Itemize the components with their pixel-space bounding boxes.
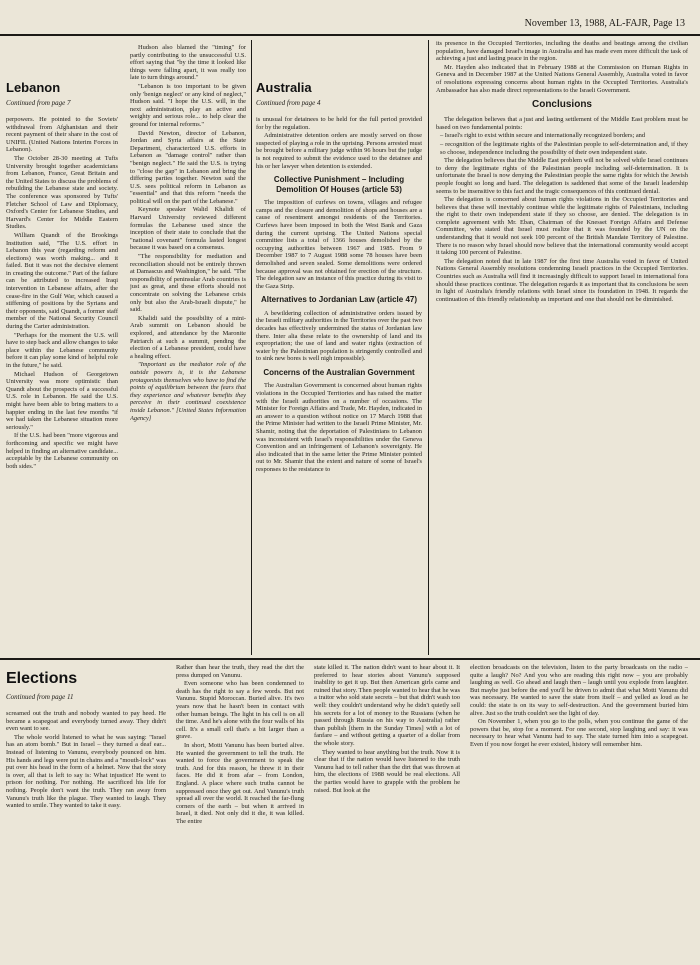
paragraph: "Important as the mediator role of the outside powers is, it is the Lebanese protagonists themselves who have to find the points of equilibrium between the fears that they experience and whatever benefits they perceive in their continued coexistence inside Lebanon." [United States Information Agency] [130,361,246,422]
paragraph: The whole world listened to what he was saying: "Israel has an atom bomb." But in Israel – they turned a deaf ear... Instead of listening to Vanunu, everybody pounced on him. His hands and legs were put in chains and a "mouth-lock" was put over his head in the form of a helmet. Now that the story is over, all that is left to say is: What injustice! He went to prison for nothing. For nothing. He sacrificed his life for nothing. People don't want the truth. They ran away from Vanunu's truth like the plague. They wanted to laugh. They wanted to smile. They wanted to take it easy. [6,733,166,810]
paragraph: The imposition of curfews on towns, villages and refugee camps and the closure and demolition of shops and houses are a cause of resentment amongst residents of the Territories. Curfews have been imposed in both the West Bank and Gaza during the current uprising. The United Nations special committee lists a total of 1366 houses demolished by the occupying authorities between 1967 and 1985. From 9 December 1987 to 7 August 1988 some 78 houses have been demolished and seven sealed. Some demolitions were ordered because approval was not obtained for erection of the structure. The delegation saw an instance of this practice during its visit to the Gaza Strip. [256,199,422,290]
subheading: Collective Punishment – Including Demolition Of Houses (article 53) [273,175,405,194]
paragraph: "The responsibility for mediation and reconciliation should not be entirely thrown at Damascus and Washington," he said. "The responsibility of peninsular Arab countries is just as great, and these efforts should not concentrate on solving the Lebanese crisis only but also the Arab-Israeli dispute," he said. [130,253,246,314]
paragraph: perpowers. He pointed to the Soviets' withdrawal from Afghanistan and their recent payment of their share in the cost of UNIFIL (United Nations Interim Forces in Lebanon). [6,116,118,154]
subheading: Alternatives to Jordanian Law (article 47) [260,295,418,305]
column-rule [251,40,252,655]
paragraph: The Australian Government is concerned about human rights violations in the Occupied Territories and has raised the matter with the Israeli authorities on a number of occasions. The Minister for Foreign Affairs and Trade, Mr. Hayden, indicated in an answer to a question without notice on 17 March 1988 that the Prime Minister had written to the Israeli Prime Minister, Mr. Shamir, noting that the deportation of Palestinians to Lebanon was inconsistent with Israel's responsibilities under the Geneva Convention and an infringement of Lebanon's sovereignty. He also indicated that in the same letter the Prime Minister pointed out to Mr. Shamir that the extent and nature of some of Israel's responses to the resistance to [256,382,422,473]
paragraph: The delegation noted that in late 1987 for the first time Australia voted in favor of United Nations General Assembly resolutions condemning Israeli practices in the Occupied Territories. Countries such as Australia will find it increasingly difficult to support Israel in international fora should these practices continue. The delegation regards it as important that its conclusions be seen in light of Australia's friendly relations with Israel since its foundation in 1948. It regards the continuation of this friendly relationship as important and one that should not be diminished. [436,257,688,303]
elections-column-4 [470,664,688,960]
conclusions-heading: Conclusions [531,99,592,111]
paragraph: "Perhaps for the moment the U.S. will have to step back and allow changes to take place within the Lebanese community before it can play some kind of helpful role in the future," he said. [6,331,118,369]
paragraph: state killed it. The nation didn't want to hear about it. It preferred to hear stories about Vanunu's supposed inability to get it up. But then American girls came and ruined that story. Then people wanted to hear that he was a traitor who sold state secrets – but that didn't wash too well: they couldn't understand why he didn't quietly sell his secrets for a lot of money to the Russians (when he passed through Russia on his way to Australia) rather than publish [them in the Sunday Times] with a lot of fanfare – and without getting a quarter of a dollar from the whole story. [314,664,460,747]
paragraph: its presence in the Occupied Territories, including the deaths and beatings among the civilian population, have damaged Israel's image in Australia and has made even more difficult the task of achieving a just and lasting peace in the region. [436,40,688,63]
lebanon-headline: Lebanon [6,80,61,95]
paragraph: election broadcasts on the television, listen to the party broadcasts on the radio – quite a laugh? No? And you who are reading this right now – you are probably laughing as well. Go ahead and laugh then – laugh until you explode from laughter. But maybe just before the end you'll be driven to admit that what Motti Vanunu did was necessary. He wanted to save the state from itself – and yelled as loud as he could: the state is on its way to self-destruction. And the government buried him alive. Just so the truth couldn't see the light of day. [470,664,688,717]
section-rule [0,658,700,660]
australia-column-2 [436,40,688,656]
elections-column-3 [314,664,460,960]
australia-continued: Continued from page 4 [256,99,321,107]
elections-column-2 [176,664,304,960]
paragraph: Mr. Hayden also indicated that in February 1988 at the Commission on Human Rights in Geneva and in December 1987 at the United Nations General Assembly, Australia voted in favor of resolutions expressing concerns about human rights in the Occupied Territories. Australia's Ambassador has also made direct representations to the Israeli Government. [436,63,688,94]
paragraph: If the U.S. had been "more vigorous and forthcoming and specific we might have helped in finding an alternative candidate... acceptable by the Lebanese community on both sides." [6,432,118,470]
paragraph: Keynote speaker Walid Khalidi of Harvard University reviewed different formulas the Lebanese used since the inception of their state to conclude that the "national covenant" formula lasted longest because it was based on a consensus. [130,206,246,252]
paragraph: On November 1, when you go to the polls, when you continue the game of the powers that be, stop for a moment. For one second, stop laughing and say: it was necessary to hear what Vanunu had to say. The state turned him into a scapegoat. Even if you now forget he ever existed, history will remember him. [470,718,688,748]
paragraph: They wanted to hear anything but the truth. Now it is clear that if the nation would have listened to the truth Vanunu had to tell rather than the dirt that was thrown at him, the elections of 1988 would be real elections. All the parties would have to grapple with the problem he raised. But look at the [314,748,460,794]
list-item: – recognition of the legitimate rights of the Palestinian people to self-determination and, if they so choose, independence including the possibility of their own independent state. [440,140,688,156]
elections-continued: Continued from page 11 [6,693,74,701]
paragraph: Khalidi said the possibility of a mini-Arab summit on Lebanon should be explored, and attendance by the Maronite Patriarch at such a summit, pending the election of a Lebanese president, could have a healing effect. [130,314,246,360]
list-item: – Israel's right to exist within secure and internationally recognized borders; and [440,132,646,140]
paragraph: A bewildering collection of administrative orders issued by the Israeli military authorities in the Territories over the past two decades has effectively undermined the status of Jordanian law there. Inter alia these relate to the ownership of land and its expropriation; the use of land and water rights (extraction of water by the Palestinian population is stringently controlled and to sink new bores is well nigh impossible). [256,309,422,363]
paragraph: The delegation believes that a just and lasting settlement of the Middle East problem must be based on two fundamental points: [436,116,688,131]
paragraph: David Newton, director of Lebanon, Jordan and Syria affairs at the State Department, characterized U.S. efforts in Lebanon as "damage control" rather than "benign neglect." He said the U.S. is trying to "close the gap" in Lebanon and bring the differing parties together. Newton said the U.S. sees political reform in Lebanon as "essential" and that this reform "needs the political will on the part of the Lebanese." [130,129,246,205]
subheading: Concerns of the Australian Government [263,367,415,377]
paragraph: Michael Hudson of Georgetown University was more optimistic than Quandt about the prospects of a successful U.S. role in Lebanon. He said the U.S. might have been able to bring matters to a happier ending in the last few months "if we had taken the Lebanese situation more seriously." [6,370,118,431]
page-header: November 13, 1988, AL-FAJR, Page 13 [524,18,685,29]
header-rule [0,34,700,36]
paragraph: Rather than hear the truth, they read the dirt the press dumped on Vanunu. [176,664,304,679]
elections-column-1 [6,710,166,960]
paragraph: screamed out the truth and nobody wanted to pay heed. He became a scapegoat and everybody turned away. They didn't even want to see. [6,710,166,733]
australia-column-1 [256,116,422,656]
paragraph: The delegation believes that the Middle East problem will not be solved while Israel continues to deny the legitimate rights of the Palestinian people including self-determination. It is unfortunate the Israel is now denying the Palestinian people the same rights for which the Jewish people fought so long and hard. The delegation is saddened that some of the Israeli leadership seems to be insensitive to this fact and the tragic consequences of this continued denial. [436,157,688,195]
paragraph: Hudson also blamed the "timing" for partly contributing to the unsuccessful U.S. effort saying that "by the time it looked like things were falling apart, it was really too late to turn things around." [130,44,246,82]
paragraph: The October 28-30 meeting at Tufts University brought together academicians from Lebanon, France, Great Britain and the United States to discuss the problems of rebuilding the Lebanese state and society. The conference was sponsored by Tufts' Fletcher School of Law and Diplomacy, Oxford's Center for Lebanese Studies, and Harvard's Center for Middle Eastern Studies. [6,154,118,231]
paragraph: is unusual for detainees to be held for the full period provided for by the regulation. [256,116,422,131]
elections-headline: Elections [6,670,78,687]
paragraph: Administrative detention orders are mostly served on those suspected of playing a role in the uprising. Persons arrested must be brought before a military judge within 96 hours but the judge is not required to submit the evidence used to the detainee and his or her lawyer when detention is extended. [256,132,422,170]
paragraph: "Lebanon is too important to be given only 'benign neglect' or any kind of neglect," Hudson said. "I hope the U.S. will, in the next administration, play an active and weighty and serious role... to help clear the ground for internal reforms." [130,82,246,128]
lebanon-column-2 [130,44,246,652]
paragraph: William Quandt of the Brookings Institution said, "The U.S. effort in Lebanon this year (regarding reform and elections) was worth making... and it failed. But it was not the decisive element in creating the outcome." Part of the failure can be attributed to increased Iraqi intervention in Lebanese affairs, after the cease-fire in the Gulf War, which caused a stiffening of positions by the Syrians and their opponents, said Quandt, a former staff member of the National Security Council during the Carter administration. [6,231,118,331]
paragraph: The delegation is concerned about human rights violations in the Occupied Territories and believes that these will inevitably continue while the legitimate rights of Palestinians, including the right to their own independent state if they so choose, are denied. The delegation is in complete agreement with Mr. Eban, Chairman of the Knesset Foreign Affairs and Defense Committee, who stated that Israel must realize that it was founded by the UN on the understanding that it would not seek 100 percent of the British Mandate Territory of Palestine. There is no reason why Israel should now believe that the international community would accept it taking 100 percent of Palestine. [436,196,688,257]
lebanon-continued: Continued from page 7 [6,99,71,107]
australia-headline: Australia [256,80,312,95]
lebanon-column-1 [6,116,118,652]
paragraph: In short, Motti Vanunu has been buried alive. He wanted the government to tell the truth. He wanted to force the government to speak the truth. And for this reason, he threw it in their faces. He did it from afar – from London, England. A place where such truths cannot be suppressed once they get out. And Vanunu's truth spread all over the world. It reached the far-flung corners of the earth – but when it arrived in Israel, it died. Not only did it die, it was killed. The entire [176,741,304,825]
column-rule [428,40,429,655]
paragraph: Even someone who has been condemned to death has the right to say a few words. But not Vanunu. Stupid Moroccan. Buried alive. It's two years now that he hasn't been in contact with other human beings. The light in his cell is on all the time. And he's alone with the four walls of his cell. It's a small cell that's a bit larger than a grave. [176,680,304,741]
